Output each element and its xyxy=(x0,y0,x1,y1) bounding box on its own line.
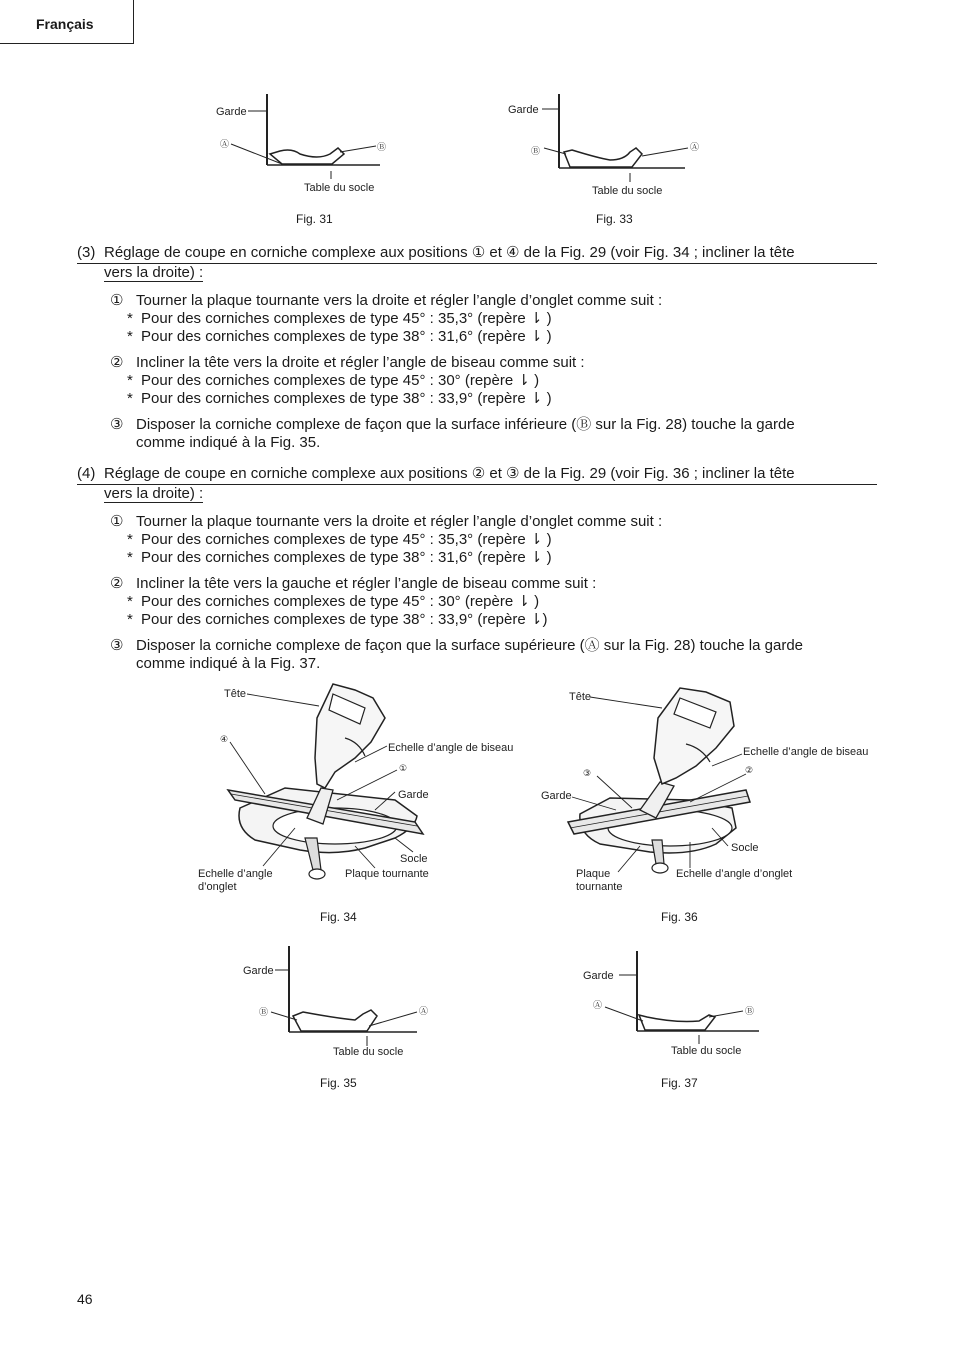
bullet-text: Pour des corniches complexes de type 38° : 31,6° (repère ⇂ ) xyxy=(141,328,552,345)
bullet-asterisk: * xyxy=(127,593,133,610)
bullet-asterisk: * xyxy=(127,372,133,389)
fig36-diagram xyxy=(540,678,885,898)
section-4-heading xyxy=(77,465,877,485)
section-3-step-1 xyxy=(77,292,877,310)
bullet-item xyxy=(77,549,877,567)
bullet-item xyxy=(77,531,877,549)
bullet-item xyxy=(77,593,877,611)
section-4-title-line2: vers la droite) : xyxy=(104,485,204,502)
fig36-bevel-label: Echelle d’angle de biseau xyxy=(743,746,869,758)
fig31-garde-label: Garde xyxy=(216,106,247,118)
fig33-caption: Fig. 33 xyxy=(596,212,633,226)
fig36-tete-label: Tête xyxy=(569,691,592,703)
fig35-garde-label: Garde xyxy=(243,965,274,977)
section-3-title-cont-wrap xyxy=(77,264,877,282)
step-text-line2: comme indiqué à la Fig. 37. xyxy=(136,655,321,672)
fig34-one-label: ① xyxy=(399,763,408,773)
bullet-asterisk: * xyxy=(127,549,133,566)
fig34-bevel-label: Echelle d’angle de biseau xyxy=(388,742,514,754)
bullet-item xyxy=(77,611,877,629)
fig37-diagram xyxy=(575,945,785,1065)
bullet-asterisk: * xyxy=(127,611,133,628)
fig35-diagram xyxy=(235,940,445,1065)
fig36-three-label: ③ xyxy=(583,768,592,778)
section-3-title-line2: vers la droite) : xyxy=(104,264,204,281)
bullet-asterisk: * xyxy=(127,390,133,407)
fig35-caption: Fig. 35 xyxy=(320,1076,357,1090)
fig37-caption: Fig. 37 xyxy=(661,1076,698,1090)
section-4 xyxy=(77,465,877,673)
step-text: Incliner la tête vers la droite et régler l’angle de biseau comme suit : xyxy=(136,354,585,371)
fig37-b-label: Ⓑ xyxy=(745,1006,755,1016)
step-number: ① xyxy=(110,513,124,530)
fig33-table-label: Table du socle xyxy=(592,185,663,197)
section-3-step-3 xyxy=(77,416,877,452)
fig35-table-label: Table du socle xyxy=(333,1046,404,1058)
fig37-a-label: Ⓐ xyxy=(593,1000,603,1010)
fig34-miter-label-2: d’onglet xyxy=(198,881,237,893)
bullet-asterisk: * xyxy=(127,328,133,345)
fig36-plaque-label-2: tournante xyxy=(576,881,623,893)
fig37-garde-label: Garde xyxy=(583,970,614,982)
step-number: ③ xyxy=(110,416,124,433)
section-4-step-2 xyxy=(77,575,877,593)
bullet-item xyxy=(77,328,877,346)
fig36-plaque-label-1: Plaque xyxy=(576,868,611,880)
section-3-number: (3) xyxy=(77,244,96,261)
fig33-diagram xyxy=(500,88,720,198)
section-4-number: (4) xyxy=(77,465,96,482)
section-4-step-3 xyxy=(77,637,877,673)
step-text-line1: Disposer la corniche complexe de façon que la surface inférieure (Ⓑ sur la Fig. 28) touche la garde xyxy=(136,416,795,433)
bullet-asterisk: * xyxy=(127,531,133,548)
fig31-b-label: Ⓑ xyxy=(377,142,387,152)
step-text-line1: Disposer la corniche complexe de façon que la surface supérieure (Ⓐ sur la Fig. 28) touche la garde xyxy=(136,637,804,654)
section-3-title-line1: Réglage de coupe en corniche complexe aux positions ① et ④ de la Fig. 29 (voir Fig. 34 ; incliner la tête xyxy=(104,244,795,261)
bullet-item xyxy=(77,310,877,328)
fig34-miter-label-1: Echelle d’angle xyxy=(198,868,273,880)
fig33-a-label: Ⓐ xyxy=(690,142,700,152)
fig33-b-label: Ⓑ xyxy=(531,146,541,156)
fig34-garde-label: Garde xyxy=(398,789,429,801)
fig36-miter-label: Echelle d’angle d’onglet xyxy=(676,868,793,880)
fig34-caption: Fig. 34 xyxy=(320,910,357,924)
page-number: 46 xyxy=(77,1291,93,1307)
fig31-a-label: Ⓐ xyxy=(220,139,230,149)
fig36-socle-label: Socle xyxy=(731,842,759,854)
fig34-plaque-label: Plaque tournante xyxy=(345,868,429,880)
step-number: ② xyxy=(110,575,124,592)
language-tab xyxy=(0,0,134,44)
step-number: ② xyxy=(110,354,124,371)
fig35-a-label: Ⓐ xyxy=(419,1006,429,1016)
fig36-caption: Fig. 36 xyxy=(661,910,698,924)
bullet-text: Pour des corniches complexes de type 38° : 33,9° (repère ⇂) xyxy=(141,611,548,628)
step-text-line2: comme indiqué à la Fig. 35. xyxy=(136,434,321,451)
bullet-text: Pour des corniches complexes de type 45° : 30° (repère ⇂ ) xyxy=(141,372,540,389)
fig31-table-label: Table du socle xyxy=(304,182,375,194)
bullet-item xyxy=(77,390,877,408)
fig34-four-label: ④ xyxy=(220,734,229,744)
bullet-text: Pour des corniches complexes de type 45° : 35,3° (repère ⇂ ) xyxy=(141,531,552,548)
fig36-two-label: ② xyxy=(745,765,754,775)
bullet-asterisk: * xyxy=(127,310,133,327)
fig37-table-label: Table du socle xyxy=(671,1045,742,1057)
step-number: ③ xyxy=(110,637,124,654)
fig31-caption: Fig. 31 xyxy=(296,212,333,226)
section-3 xyxy=(77,244,877,452)
section-3-heading xyxy=(77,244,877,264)
fig34-tete-label: Tête xyxy=(224,688,247,700)
fig34-socle-label: Socle xyxy=(400,853,428,865)
section-4-title-cont-wrap xyxy=(77,485,877,503)
section-3-step-2 xyxy=(77,354,877,372)
bullet-text: Pour des corniches complexes de type 45° : 35,3° (repère ⇂ ) xyxy=(141,310,552,327)
section-4-step-1 xyxy=(77,513,877,531)
section-4-title-line1: Réglage de coupe en corniche complexe aux positions ② et ③ de la Fig. 29 (voir Fig. 36 ; incliner la tête xyxy=(104,465,795,482)
fig36-garde-label: Garde xyxy=(541,790,572,802)
fig35-b-label: Ⓑ xyxy=(259,1007,269,1017)
bullet-text: Pour des corniches complexes de type 45° : 30° (repère ⇂ ) xyxy=(141,593,540,610)
step-text: Tourner la plaque tournante vers la droite et régler l’angle d’onglet comme suit : xyxy=(136,513,663,530)
fig31-diagram xyxy=(200,88,400,198)
step-text: Tourner la plaque tournante vers la droite et régler l’angle d’onglet comme suit : xyxy=(136,292,663,309)
fig33-garde-label: Garde xyxy=(508,104,539,116)
step-text: Incliner la tête vers la gauche et régler l’angle de biseau comme suit : xyxy=(136,575,597,592)
bullet-item xyxy=(77,372,877,390)
bullet-text: Pour des corniches complexes de type 38° : 31,6° (repère ⇂ ) xyxy=(141,549,552,566)
language-label: Français xyxy=(36,16,94,32)
bullet-text: Pour des corniches complexes de type 38° : 33,9° (repère ⇂ ) xyxy=(141,390,552,407)
step-number: ① xyxy=(110,292,124,309)
fig34-diagram xyxy=(195,678,530,898)
